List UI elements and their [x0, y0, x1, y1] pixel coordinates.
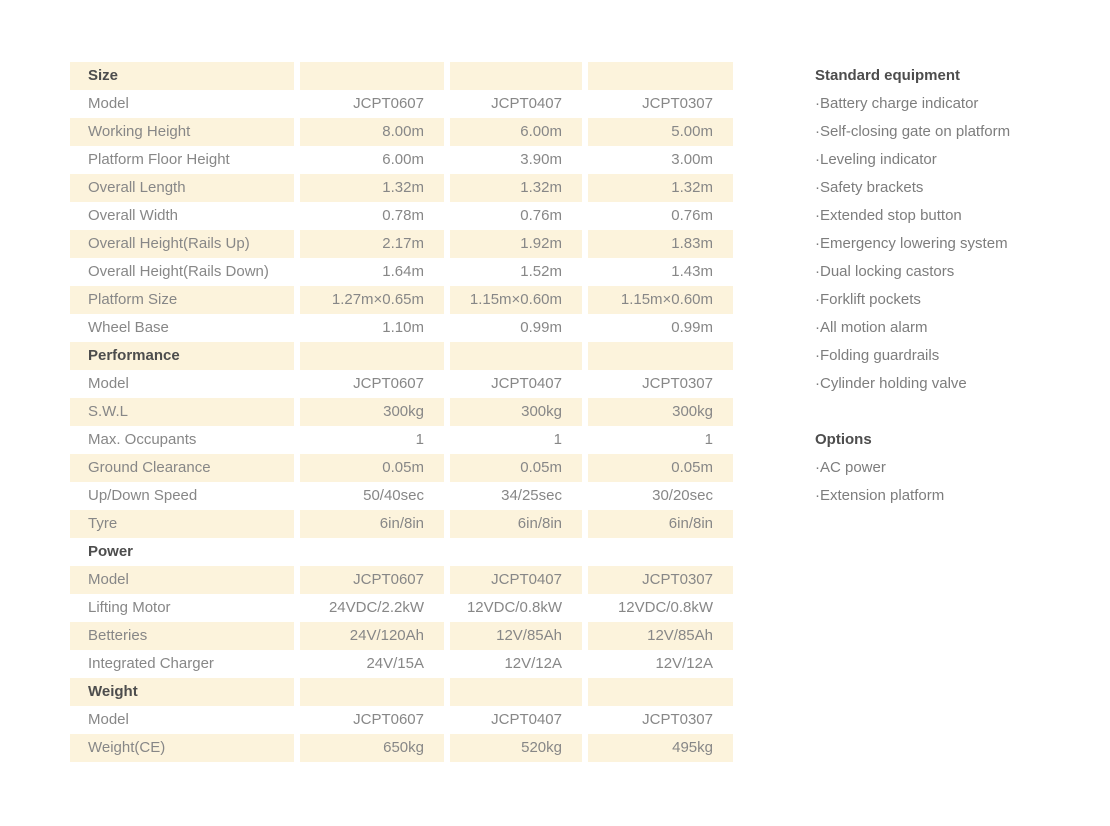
- spec-value: 3.90m: [520, 151, 562, 168]
- spec-value: JCPT0307: [642, 375, 713, 392]
- standard-equipment-block: [815, 62, 1095, 398]
- spec-row-label: Weight(CE): [70, 734, 294, 762]
- spec-row-label: Max. Occupants: [88, 431, 197, 448]
- equipment-list-item: ·Emergency lowering system: [815, 235, 1008, 252]
- spec-value: JCPT0407: [491, 375, 562, 392]
- spec-value: 1.27m×0.65m: [300, 286, 444, 314]
- spec-row-label: Tyre: [70, 510, 294, 538]
- spec-value: 24V/15A: [366, 655, 424, 672]
- spec-value: 12V/12A: [655, 655, 713, 672]
- spec-row-label: Lifting Motor: [88, 599, 171, 616]
- section-header-spacer-cell: [300, 342, 444, 370]
- spec-value: 300kg: [450, 398, 582, 426]
- spec-value: 34/25sec: [501, 487, 562, 504]
- spec-row-label: Overall Height(Rails Up): [70, 230, 294, 258]
- section-title: Size: [70, 62, 294, 90]
- section-title: Performance: [70, 342, 294, 370]
- equipment-list-item: ·AC power: [815, 459, 886, 476]
- spec-value: JCPT0607: [353, 711, 424, 728]
- spec-value: 30/20sec: [652, 487, 713, 504]
- spec-value: 495kg: [588, 734, 733, 762]
- spec-row-label: Betteries: [70, 622, 294, 650]
- spec-value: 1.32m: [300, 174, 444, 202]
- spec-value: 6.00m: [450, 118, 582, 146]
- spec-value: JCPT0407: [450, 566, 582, 594]
- options-block: [815, 426, 1095, 510]
- spec-value: 6.00m: [382, 151, 424, 168]
- section-header-spacer-cell: [588, 62, 733, 90]
- equipment-list-item: ·Self-closing gate on platform: [815, 123, 1011, 140]
- section-header-spacer-cell: [450, 342, 582, 370]
- spec-value: JCPT0307: [588, 566, 733, 594]
- equipment-list-item: ·Dual locking castors: [815, 263, 955, 280]
- spec-value: 6in/8in: [300, 510, 444, 538]
- spec-value: 1.64m: [382, 263, 424, 280]
- spec-value: 12VDC/0.8kW: [466, 599, 562, 616]
- spec-value: 1.15m×0.60m: [588, 286, 733, 314]
- spec-value: 1.15m×0.60m: [450, 286, 582, 314]
- spec-value: 1: [704, 431, 713, 448]
- spec-value: 1.10m: [382, 319, 424, 336]
- equipment-list-item: ·Extended stop button: [815, 207, 962, 224]
- section-header-spacer-cell: [450, 678, 582, 706]
- section-header-spacer-cell: [300, 678, 444, 706]
- spec-value: 0.05m: [450, 454, 582, 482]
- options-title: Options: [815, 431, 872, 448]
- spec-value: 50/40sec: [363, 487, 424, 504]
- spec-value: 0.76m: [520, 207, 562, 224]
- spec-value: 300kg: [300, 398, 444, 426]
- section-header-spacer-cell: [450, 538, 582, 566]
- equipment-panel: [815, 62, 1095, 510]
- spec-value: 0.99m: [671, 319, 713, 336]
- spec-value: 12VDC/0.8kW: [617, 599, 713, 616]
- spec-row-label: Integrated Charger: [88, 655, 214, 672]
- equipment-list-item: ·Cylinder holding valve: [815, 375, 967, 392]
- section-header-spacer-cell: [450, 62, 582, 90]
- equipment-list-item: ·Forklift pockets: [815, 291, 921, 308]
- spec-value: 24V/120Ah: [300, 622, 444, 650]
- spec-value: JCPT0407: [491, 95, 562, 112]
- spec-value: 24VDC/2.2kW: [328, 599, 424, 616]
- spec-value: 1.32m: [588, 174, 733, 202]
- spec-row-label: Platform Floor Height: [88, 151, 230, 168]
- spec-value: 0.99m: [520, 319, 562, 336]
- spec-value: 1: [415, 431, 424, 448]
- spec-row-label: Up/Down Speed: [88, 487, 198, 504]
- section-header-spacer-cell: [588, 678, 733, 706]
- spec-row-label: Model: [88, 95, 129, 112]
- spec-value: JCPT0607: [353, 95, 424, 112]
- equipment-list-item: ·Extension platform: [815, 487, 945, 504]
- equipment-list-item: ·Folding guardrails: [815, 347, 940, 364]
- spec-value: 1.52m: [520, 263, 562, 280]
- spec-value: JCPT0307: [642, 711, 713, 728]
- spec-row-label: Ground Clearance: [70, 454, 294, 482]
- spec-value: 3.00m: [671, 151, 713, 168]
- spec-value: 12V/12A: [504, 655, 562, 672]
- section-title: Power: [88, 543, 134, 560]
- spec-row-label: Model: [70, 566, 294, 594]
- spec-value: 0.05m: [300, 454, 444, 482]
- spec-row-label: S.W.L: [70, 398, 294, 426]
- spec-row-label: Platform Size: [70, 286, 294, 314]
- spec-value: 1: [553, 431, 562, 448]
- spec-value: 300kg: [588, 398, 733, 426]
- section-header-spacer-cell: [588, 538, 733, 566]
- spec-row-label: Model: [88, 711, 129, 728]
- spec-value: JCPT0307: [642, 95, 713, 112]
- options-list: [815, 454, 1095, 510]
- spec-value: 0.78m: [382, 207, 424, 224]
- equipment-list-item: ·All motion alarm: [815, 319, 928, 336]
- section-title: Weight: [70, 678, 294, 706]
- equipment-list-item: ·Leveling indicator: [815, 151, 937, 168]
- spec-value: 1.83m: [588, 230, 733, 258]
- spec-value: 6in/8in: [450, 510, 582, 538]
- spec-table: [70, 62, 733, 762]
- section-header-spacer-cell: [588, 342, 733, 370]
- spec-value: 520kg: [450, 734, 582, 762]
- spec-value: 12V/85Ah: [588, 622, 733, 650]
- equipment-list-item: ·Battery charge indicator: [815, 95, 979, 112]
- spec-value: 1.92m: [450, 230, 582, 258]
- spec-value: JCPT0607: [353, 375, 424, 392]
- spec-row-label: Overall Length: [70, 174, 294, 202]
- spec-row-label: Overall Height(Rails Down): [88, 263, 269, 280]
- section-header-spacer-cell: [300, 62, 444, 90]
- section-header-spacer-cell: [300, 538, 444, 566]
- equipment-list-item: ·Safety brackets: [815, 179, 924, 196]
- spec-row-label: Model: [88, 375, 129, 392]
- spec-value: 1.32m: [450, 174, 582, 202]
- spec-value: JCPT0407: [491, 711, 562, 728]
- spec-value: JCPT0607: [300, 566, 444, 594]
- standard-equipment-title: Standard equipment: [815, 67, 961, 84]
- spec-value: 5.00m: [588, 118, 733, 146]
- spec-row-label: Working Height: [70, 118, 294, 146]
- spec-value: 0.05m: [588, 454, 733, 482]
- standard-equipment-list: [815, 90, 1095, 398]
- spec-row-label: Overall Width: [88, 207, 179, 224]
- spec-value: 8.00m: [300, 118, 444, 146]
- spec-value: 12V/85Ah: [450, 622, 582, 650]
- spec-value: 6in/8in: [588, 510, 733, 538]
- spec-value: 650kg: [300, 734, 444, 762]
- spec-row-label: Wheel Base: [88, 319, 169, 336]
- spec-value: 2.17m: [300, 230, 444, 258]
- spec-value: 0.76m: [671, 207, 713, 224]
- spec-value: 1.43m: [671, 263, 713, 280]
